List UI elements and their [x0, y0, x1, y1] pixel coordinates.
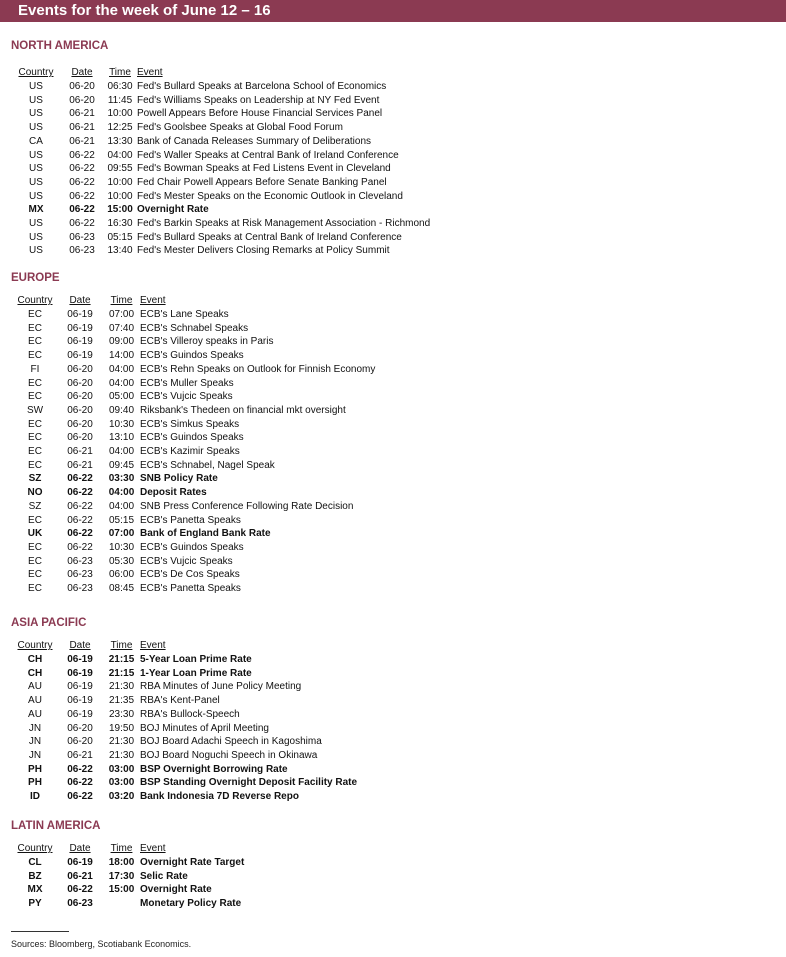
cell-time: 21:30 [108, 749, 135, 761]
cell-time: 10:30 [108, 541, 135, 553]
cell-time: 21:15 [108, 654, 135, 665]
cell-date: 06-22 [67, 500, 93, 512]
cell-event: ECB's Simkus Speaks [140, 418, 240, 430]
cell-country: PH [28, 777, 42, 789]
cell-time: 15:00 [108, 884, 135, 896]
section-heading: EUROPE [11, 272, 60, 284]
cell-event: ECB's De Cos Speaks [140, 569, 240, 581]
cell-time: 04:00 [108, 500, 135, 512]
cell-event: ECB's Guindos Speaks [140, 350, 244, 362]
col-event: Event [140, 640, 166, 651]
cell-time: 09:45 [108, 459, 135, 471]
cell-country: US [29, 122, 43, 134]
cell-date: 06-20 [67, 363, 93, 375]
table-row [13, 500, 375, 514]
col-event: Event [140, 843, 166, 854]
col-date: Date [69, 843, 91, 854]
cell-date: 06-23 [69, 245, 95, 257]
cell-time: 17:30 [108, 870, 135, 882]
table-row [11, 203, 430, 217]
cell-event: BSP Overnight Borrowing Rate [140, 763, 288, 775]
col-time: Time [110, 843, 133, 854]
cell-event: Fed's Barkin Speaks at Risk Management Association - Richmond [137, 218, 431, 230]
cell-country: EC [28, 569, 42, 581]
cell-event: ECB's Vujcic Speaks [140, 391, 233, 403]
cell-event: RBA's Bullock-Speech [140, 708, 240, 720]
cell-event: ECB's Rehn Speaks on Outlook for Finnish Economy [140, 363, 376, 375]
cell-time: 10:00 [107, 190, 133, 202]
cell-country: US [29, 190, 43, 202]
cell-event: Fed's Mester Speaks on the Economic Outlook in Cleveland [137, 190, 403, 202]
table-row [13, 404, 375, 418]
cell-country: EC [28, 309, 42, 320]
cell-country: US [29, 218, 43, 230]
cell-event: ECB's Kazimir Speaks [140, 446, 240, 458]
col-time: Time [110, 640, 133, 651]
cell-date: 06-22 [67, 473, 93, 485]
cell-time: 09:55 [107, 163, 133, 175]
cell-country: ID [30, 791, 40, 803]
section-heading: LATIN AMERICA [11, 820, 101, 832]
cell-date: 06-20 [67, 432, 93, 444]
cell-date: 06-21 [69, 135, 95, 147]
cell-country: CH [27, 654, 43, 665]
cell-event: BOJ Board Adachi Speech in Kagoshima [140, 736, 322, 748]
cell-date: 06-20 [67, 391, 93, 403]
cell-date: 06-19 [67, 336, 93, 348]
cell-date: 06-22 [67, 777, 93, 789]
events-table [13, 842, 244, 911]
cell-date: 06-23 [69, 231, 95, 243]
cell-date: 06-22 [67, 541, 93, 553]
table-row [13, 514, 375, 528]
cell-event: Fed's Bullard Speaks at Central Bank of Ireland Conference [137, 231, 402, 243]
cell-event: Fed's Bowman Speaks at Fed Listens Event in Cleveland [137, 163, 391, 175]
cell-country: AU [28, 708, 42, 720]
cell-date: 06-22 [69, 204, 95, 216]
cell-time: 03:20 [108, 791, 135, 803]
cell-event: Fed's Waller Speaks at Central Bank of Ireland Conference [137, 149, 399, 161]
cell-time: 15:00 [107, 204, 133, 216]
cell-time: 06:30 [107, 81, 133, 92]
cell-country: JN [28, 749, 42, 761]
cell-time: 06:00 [108, 569, 135, 581]
table-row [13, 335, 375, 349]
cell-time: 04:00 [108, 363, 135, 375]
cell-date: 06-20 [69, 81, 95, 92]
table-row [13, 790, 357, 804]
col-event: Event [140, 295, 166, 306]
cell-country: BZ [28, 870, 42, 882]
events-table [13, 294, 375, 596]
table-row [13, 776, 357, 790]
cell-time: 21:35 [108, 695, 135, 707]
cell-country: JN [28, 736, 42, 748]
cell-event: BOJ Board Noguchi Speech in Okinawa [140, 749, 318, 761]
cell-country: MX [27, 884, 43, 896]
cell-time: 21:30 [108, 736, 135, 748]
cell-time: 10:00 [107, 108, 133, 120]
col-country: Country [18, 67, 54, 78]
cell-date: 06-22 [67, 528, 93, 540]
cell-country: NO [27, 487, 43, 499]
cell-event: BOJ Minutes of April Meeting [140, 722, 269, 734]
cell-date: 06-21 [67, 749, 93, 761]
cell-country: SW [26, 404, 44, 416]
cell-time: 16:30 [107, 218, 133, 230]
cell-time: 09:00 [108, 336, 135, 348]
table-row [13, 527, 375, 541]
col-country: Country [17, 295, 53, 306]
title-bar [0, 0, 786, 22]
col-date: Date [69, 295, 91, 306]
cell-event: ECB's Villeroy speaks in Paris [140, 336, 274, 348]
cell-date: 06-23 [67, 569, 93, 581]
cell-time: 13:30 [107, 135, 133, 147]
cell-event: Overnight Rate [137, 204, 209, 216]
table-row [13, 322, 375, 336]
cell-time: 08:45 [108, 583, 135, 595]
cell-date: 06-19 [67, 667, 93, 679]
cell-country: UK [27, 528, 43, 540]
cell-event: ECB's Schnabel Speaks [140, 322, 249, 334]
cell-event: Bank of Canada Releases Summary of Deliberations [137, 135, 372, 147]
col-country: Country [17, 843, 53, 854]
cell-country: PY [28, 898, 42, 910]
cell-event: Fed's Williams Speaks on Leadership at NY Fed Event [137, 94, 380, 106]
cell-time: 11:45 [107, 94, 133, 106]
cell-date: 06-22 [69, 149, 95, 161]
cell-date: 06-19 [67, 350, 93, 362]
cell-date: 06-20 [67, 377, 93, 389]
cell-date: 06-21 [69, 108, 95, 120]
cell-time: 03:00 [108, 777, 135, 789]
cell-time: 03:00 [108, 763, 135, 775]
table-row [11, 94, 430, 108]
cell-event: BSP Standing Overnight Deposit Facility Rate [140, 777, 358, 789]
cell-date: 06-19 [67, 695, 93, 707]
table-row [13, 722, 357, 736]
cell-event: Deposit Rates [140, 487, 207, 499]
cell-country: SZ [28, 473, 42, 485]
footer-rule [11, 931, 69, 932]
cell-time: 23:30 [108, 708, 135, 720]
table-row [13, 445, 375, 459]
cell-time: 18:00 [108, 857, 135, 868]
col-event: Event [137, 67, 163, 78]
cell-date: 06-22 [69, 163, 95, 175]
cell-event: Overnight Rate [140, 884, 212, 896]
table-row [13, 763, 357, 777]
col-time: Time [110, 295, 133, 306]
cell-time: 05:30 [108, 555, 135, 567]
cell-event: 1-Year Loan Prime Rate [140, 667, 252, 679]
cell-country: EC [28, 555, 42, 567]
cell-date: 06-20 [67, 418, 93, 430]
cell-date: 06-23 [67, 583, 93, 595]
cell-country: EC [28, 583, 42, 595]
cell-country: MX [28, 204, 44, 216]
cell-country: US [29, 149, 43, 161]
cell-event: ECB's Lane Speaks [140, 309, 229, 320]
cell-country: CL [28, 857, 42, 868]
cell-country: EC [28, 514, 42, 526]
cell-date: 06-23 [67, 898, 93, 910]
cell-country: EC [28, 459, 42, 471]
table-row [11, 135, 430, 149]
cell-time: 04:00 [108, 377, 135, 389]
cell-date: 06-21 [67, 459, 93, 471]
cell-country: CA [29, 135, 43, 147]
table-row [11, 121, 430, 135]
cell-date: 06-22 [67, 884, 93, 896]
cell-date: 06-19 [67, 309, 93, 320]
table-row [11, 176, 430, 190]
cell-country: JN [28, 722, 42, 734]
cell-country: US [29, 245, 43, 257]
table-row [13, 708, 357, 722]
cell-time: 14:00 [108, 350, 135, 362]
cell-country: EC [28, 350, 42, 362]
table-row [11, 217, 430, 231]
cell-date: 06-20 [67, 404, 93, 416]
table-row [13, 749, 357, 763]
cell-country: FI [30, 363, 40, 375]
cell-country: EC [28, 322, 42, 334]
cell-time: 09:40 [108, 404, 135, 416]
cell-time: 04:00 [108, 487, 135, 499]
cell-date: 06-19 [67, 681, 93, 693]
table-row [13, 582, 375, 596]
events-table [11, 66, 430, 258]
cell-date: 06-21 [69, 122, 95, 134]
cell-country: EC [28, 446, 42, 458]
cell-event: Fed Chair Powell Appears Before Senate Banking Panel [137, 176, 387, 188]
cell-country: AU [28, 695, 42, 707]
cell-time: 07:00 [108, 309, 135, 320]
cell-date: 06-21 [67, 870, 93, 882]
cell-date: 06-22 [69, 176, 95, 188]
cell-country: SZ [28, 500, 42, 512]
cell-country: PH [28, 763, 42, 775]
cell-time: 21:15 [108, 667, 135, 679]
cell-event: 5-Year Loan Prime Rate [140, 654, 252, 665]
events-table [13, 639, 357, 804]
table-row [13, 856, 244, 870]
page-title: Events for the week of June 12 – 16 [18, 2, 271, 19]
section-heading: NORTH AMERICA [11, 40, 109, 52]
cell-event: ECB's Panetta Speaks [140, 514, 241, 526]
cell-country: AU [28, 681, 42, 693]
cell-date: 06-22 [67, 487, 93, 499]
cell-date: 06-19 [67, 654, 93, 665]
cell-time: 19:50 [108, 722, 135, 734]
table-row [11, 244, 430, 258]
cell-country: EC [28, 418, 42, 430]
cell-event: Bank Indonesia 7D Reverse Repo [140, 791, 299, 803]
cell-country: US [29, 231, 43, 243]
cell-country: EC [28, 336, 42, 348]
cell-date: 06-22 [67, 791, 93, 803]
cell-time: 04:00 [108, 446, 135, 458]
table-row [13, 418, 375, 432]
cell-event: Fed's Mester Delivers Closing Remarks at Policy Summit [137, 245, 390, 257]
cell-time: 03:30 [108, 473, 135, 485]
cell-date: 06-22 [67, 514, 93, 526]
col-country: Country [17, 640, 53, 651]
table-row [11, 107, 430, 121]
cell-event: ECB's Muller Speaks [140, 377, 234, 389]
section-heading: ASIA PACIFIC [11, 617, 87, 629]
table-row [13, 694, 357, 708]
cell-date: 06-22 [67, 763, 93, 775]
cell-event: Powell Appears Before House Financial Services Panel [137, 108, 383, 120]
table-row [13, 486, 375, 500]
cell-event: Fed's Bullard Speaks at Barcelona School of Economics [137, 81, 387, 92]
cell-event: Selic Rate [140, 870, 188, 882]
cell-date: 06-19 [67, 322, 93, 334]
table-row [13, 667, 357, 681]
cell-country: EC [28, 432, 42, 444]
cell-time: 13:40 [107, 245, 133, 257]
cell-event: SNB Press Conference Following Rate Decision [140, 500, 354, 512]
table-row [13, 390, 375, 404]
cell-event: SNB Policy Rate [140, 473, 218, 485]
cell-event: RBA Minutes of June Policy Meeting [140, 681, 302, 693]
cell-event: Riksbank's Thedeen on financial mkt oversight [140, 404, 346, 416]
cell-event: Bank of England Bank Rate [140, 528, 271, 540]
cell-time: 07:00 [108, 528, 135, 540]
table-row [11, 162, 430, 176]
cell-country: US [29, 163, 43, 175]
cell-country: US [29, 108, 43, 120]
cell-event: Fed's Goolsbee Speaks at Global Food Forum [137, 122, 343, 134]
cell-date: 06-20 [67, 722, 93, 734]
table-row [13, 897, 244, 911]
cell-date: 06-22 [69, 190, 95, 202]
col-time: Time [109, 67, 131, 78]
cell-event: ECB's Panetta Speaks [140, 583, 241, 595]
cell-event: Overnight Rate Target [140, 857, 245, 868]
cell-event: ECB's Vujcic Speaks [140, 555, 233, 567]
cell-time: 05:00 [108, 391, 135, 403]
table-row [11, 149, 430, 163]
cell-date: 06-22 [69, 218, 95, 230]
cell-country: EC [28, 541, 42, 553]
cell-country: EC [28, 391, 42, 403]
cell-event: ECB's Guindos Speaks [140, 432, 244, 444]
cell-country: CH [27, 667, 43, 679]
table-row [13, 883, 244, 897]
table-row [13, 349, 375, 363]
cell-date: 06-20 [67, 736, 93, 748]
table-row [13, 363, 375, 377]
table-row [13, 377, 375, 391]
cell-date: 06-19 [67, 708, 93, 720]
table-row [11, 80, 430, 94]
cell-time: 12:25 [107, 122, 133, 134]
table-row [13, 431, 375, 445]
cell-country: EC [28, 377, 42, 389]
table-row [13, 308, 375, 322]
cell-country: US [29, 176, 43, 188]
table-row [13, 555, 375, 569]
cell-date: 06-23 [67, 555, 93, 567]
cell-event: ECB's Schnabel, Nagel Speak [140, 459, 275, 471]
cell-time: 10:30 [108, 418, 135, 430]
table-row [13, 870, 244, 884]
table-row [13, 472, 375, 486]
cell-time: 05:15 [107, 231, 133, 243]
cell-event: RBA's Kent-Panel [140, 695, 220, 707]
cell-country: US [29, 81, 43, 92]
table-row [13, 735, 357, 749]
cell-time: 05:15 [108, 514, 135, 526]
cell-event: Monetary Policy Rate [140, 898, 242, 910]
cell-date: 06-19 [67, 857, 93, 868]
cell-date: 06-20 [69, 94, 95, 106]
cell-event: ECB's Guindos Speaks [140, 541, 244, 553]
cell-time: 10:00 [107, 176, 133, 188]
col-date: Date [71, 67, 93, 78]
table-row [13, 680, 357, 694]
cell-time: 21:30 [108, 681, 135, 693]
cell-time [103, 897, 140, 911]
col-date: Date [69, 640, 91, 651]
table-row [13, 653, 357, 667]
cell-time: 13:10 [108, 432, 135, 444]
cell-country: US [29, 94, 43, 106]
table-row [13, 541, 375, 555]
footer-sources: Sources: Bloomberg, Scotiabank Economics. [11, 939, 192, 949]
table-row [11, 190, 430, 204]
cell-time: 07:40 [108, 322, 135, 334]
cell-date: 06-21 [67, 446, 93, 458]
table-row [13, 459, 375, 473]
table-row [13, 568, 375, 582]
table-row [11, 231, 430, 245]
cell-time: 04:00 [107, 149, 133, 161]
